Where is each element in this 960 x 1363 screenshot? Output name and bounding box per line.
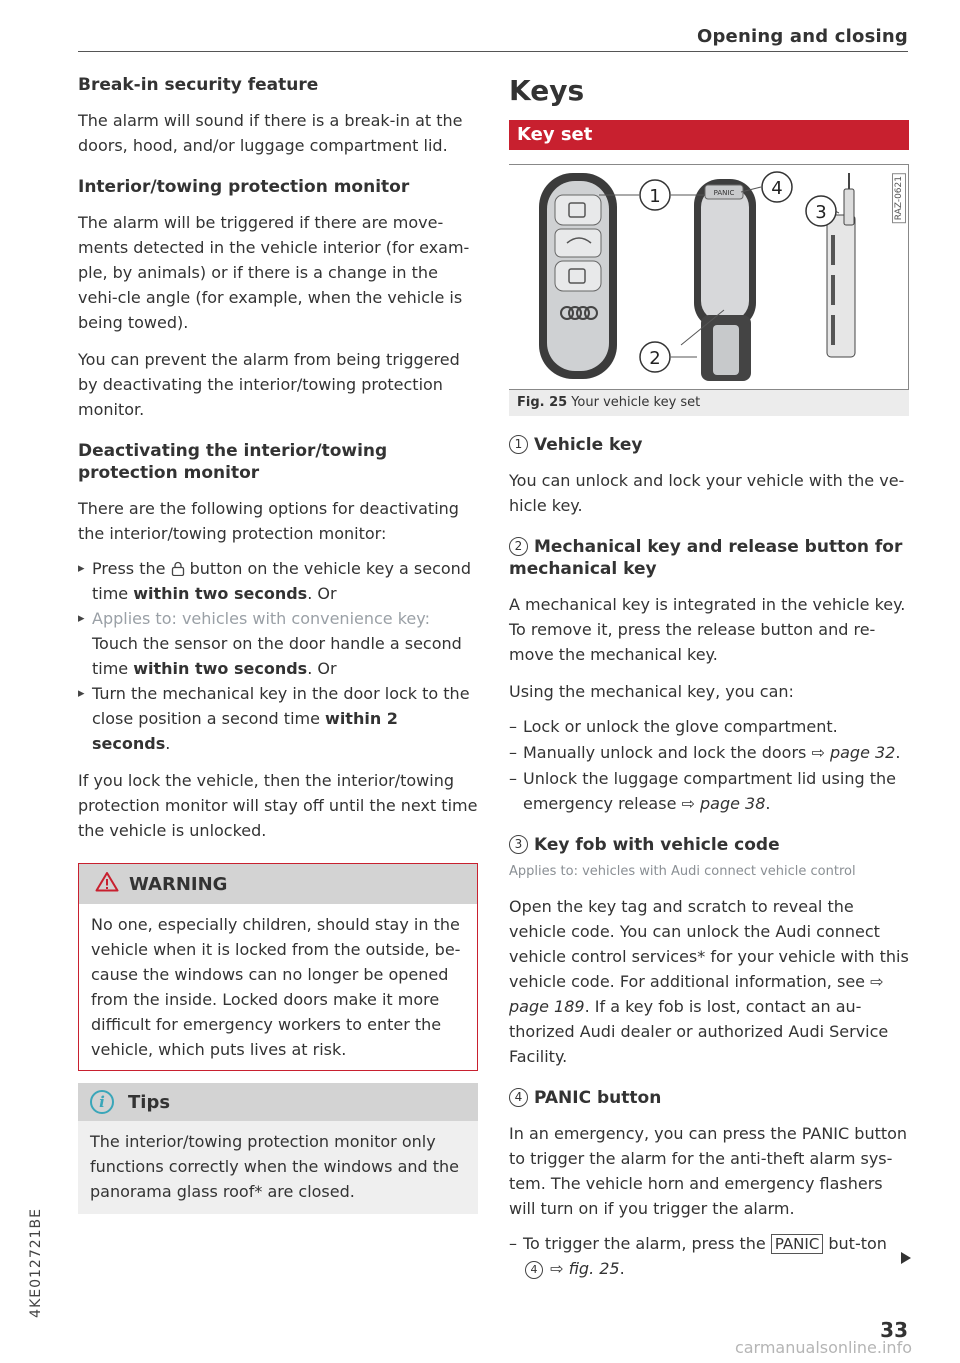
- list-item: – Manually unlock and lock the doors ⇨ page 32.: [509, 740, 909, 765]
- page-reference-link[interactable]: ⇨ page 189: [509, 972, 884, 1016]
- right-column: [509, 74, 909, 1282]
- paragraph-breakin: The alarm will sound if there is a break-in at the doors, hood, and/or luggage compartment lid.: [78, 111, 463, 155]
- tips-header: [78, 1083, 478, 1121]
- warning-text: No one, especially children, should stay in the vehicle when it is locked from the outside, be-cause the windows can no longer be opened from the inside. Locked doors make it more difficult for emergency workers to enter the vehicle, which puts lives at risk.: [91, 915, 461, 1059]
- number-badge: 3: [509, 835, 528, 854]
- number-badge: 4: [509, 1088, 528, 1107]
- info-icon: i: [90, 1090, 114, 1114]
- figure-caption-text: Your vehicle key set: [571, 395, 701, 410]
- paragraph-options: There are the following options for deactivating the interior/towing protection monitor:: [78, 499, 459, 543]
- list-item: – To trigger the alarm, press the PANIC but-ton 4 ⇨ fig. 25.: [509, 1231, 909, 1281]
- number-badge: 2: [509, 537, 528, 556]
- warning-body: [79, 904, 477, 1070]
- panic-key-label: PANIC: [771, 1234, 823, 1254]
- heading-vehicle-key: 1 Vehicle key: [509, 434, 909, 456]
- tips-title: Tips: [128, 1091, 171, 1113]
- applies-note: Applies to: vehicles with convenience key:: [92, 609, 430, 628]
- callout-4: 4: [771, 178, 783, 199]
- figure-code: RAZ-0621: [892, 173, 906, 223]
- key-set-illustration: [509, 165, 907, 389]
- number-badge: 1: [509, 435, 528, 454]
- list-item: ▸ Turn the mechanical key in the door lock to the close position a second time within 2 seconds.: [78, 681, 478, 756]
- panic-steps: [509, 1231, 909, 1281]
- paragraph-panic: In an emergency, you can press the PANIC button to trigger the alarm for the anti-theft alarm sys-tem. The vehicle horn and emergency flashers will turn on if you trigger the alarm.: [509, 1124, 908, 1218]
- heading-mechanical-key: 2 Mechanical key and release button for mechanical key: [509, 537, 903, 579]
- section-title: Opening and closing: [696, 26, 908, 47]
- callout-2: 2: [649, 348, 661, 369]
- callout-1: 1: [649, 186, 661, 207]
- header-rule: [78, 51, 908, 52]
- figure-reference-link[interactable]: ⇨ fig. 25: [550, 1259, 620, 1278]
- warning-triangle-icon: [95, 871, 129, 897]
- page-reference-link[interactable]: ⇨ page 32: [811, 743, 896, 762]
- deactivation-options: [78, 556, 478, 756]
- heading-deactivate: Deactivating the interior/towing protection monitor: [78, 441, 388, 483]
- list-item: – Unlock the luggage compartment lid using the emergency release ⇨ page 38.: [509, 766, 909, 816]
- left-column: [78, 74, 478, 1214]
- warning-box: [78, 863, 478, 1071]
- page-number: 33: [880, 1318, 908, 1342]
- paragraph-key-fob: Open the key tag and scratch to reveal the vehicle code. You can unlock the Audi connect vehicle control services* for your vehicle with this vehicle code. For additional information, see ⇨ page 189. If a key fob is lost, contact an au-thorized Audi dealer or authorized Audi Service Facility.: [509, 897, 909, 1066]
- keyset-bar: Key set: [509, 120, 909, 150]
- watermark: carmanualsonline.info: [734, 1338, 912, 1357]
- paragraph-vehicle-key: You can unlock and lock your vehicle with the ve-hicle key.: [509, 471, 905, 515]
- warning-title: WARNING: [129, 873, 228, 895]
- continue-arrow-icon: [900, 1250, 912, 1269]
- paragraph-interior: The alarm will be triggered if there are move-ments detected in the vehicle interior (for exam-ple, by animals) or if there is a change in the vehi-cle angle (for example, when the vehicle is being towed).: [78, 213, 470, 332]
- panic-button-label: PANIC: [713, 189, 735, 197]
- tips-body: [78, 1121, 478, 1214]
- mechanical-key-uses: [509, 714, 909, 816]
- document-code: 4KE012721BE: [28, 1208, 44, 1318]
- keys-heading: Keys: [509, 74, 585, 107]
- heading-interior: Interior/towing protection monitor: [78, 177, 410, 197]
- page-reference-link[interactable]: ⇨ page 38: [681, 794, 766, 813]
- paragraph-lock: If you lock the vehicle, then the interior/towing protection monitor will stay off until the next time the vehicle is unlocked.: [78, 771, 478, 840]
- list-item: ▸ Press the button on the vehicle key a second time within two seconds. Or: [78, 556, 478, 606]
- tips-text: The interior/towing protection monitor only functions correctly when the windows and the panorama glass roof* are closed.: [90, 1132, 460, 1201]
- warning-header: [79, 864, 477, 904]
- paragraph-using-mechanical-key: Using the mechanical key, you can:: [509, 682, 794, 701]
- list-item: ▸ Applies to: vehicles with convenience key: Touch the sensor on the door handle a second time within two seconds. Or: [78, 606, 478, 681]
- list-item: – Lock or unlock the glove compartment.: [509, 714, 909, 739]
- heading-key-fob: 3 Key fob with vehicle code: [509, 834, 909, 856]
- lock-icon: [171, 559, 185, 578]
- callout-3: 3: [815, 202, 827, 223]
- figure-caption: [509, 390, 909, 416]
- paragraph-prevent: You can prevent the alarm from being triggered by deactivating the interior/towing protection monitor.: [78, 350, 460, 419]
- number-badge: 4: [525, 1261, 543, 1279]
- applies-note: Applies to: vehicles with Audi connect vehicle control: [509, 864, 856, 879]
- key-set-figure: [509, 164, 909, 390]
- paragraph-mechanical-key: A mechanical key is integrated in the vehicle key. To remove it, press the release button and re-move the mechanical key.: [509, 595, 906, 664]
- tips-box: [78, 1083, 478, 1214]
- figure-number: Fig. 25: [517, 395, 568, 410]
- heading-panic-button: 4 PANIC button: [509, 1087, 909, 1109]
- heading-breakin: Break-in security feature: [78, 75, 319, 95]
